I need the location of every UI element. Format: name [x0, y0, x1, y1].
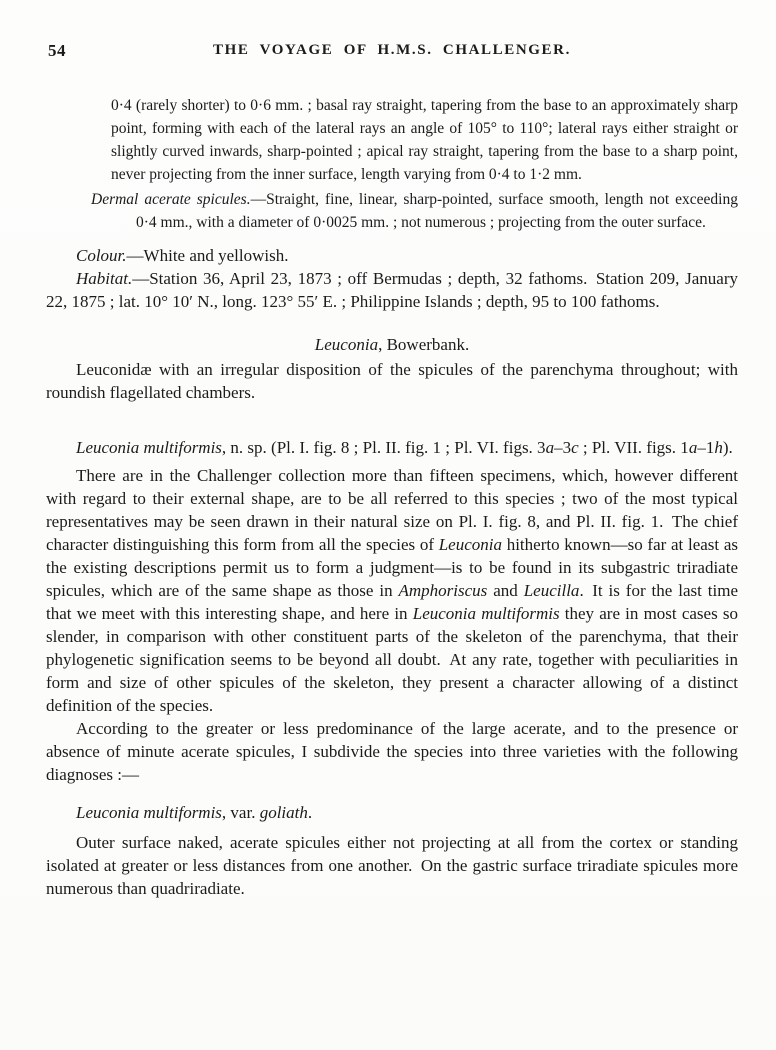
variety-heading: Leuconia multiformis, var. goliath.	[76, 803, 313, 822]
details-section	[46, 244, 738, 313]
genus-description: Leuconidæ with an irregular disposition of the spicules of the parenchyma throughout; with roundish flagellated chambers.	[46, 360, 738, 402]
species-discussion-paragraph: There are in the Challenger collection more than fifteen specimens, which, however different with regard to their external shape, are to be all referred to this species ; two of the most typical representatives may be seen drawn in their natural size on Pl. I. fig. 8, and Pl. II. fig. 1. The chief character distinguishing this form from all the species of Leuconia hitherto known—so far at least as the existing descriptions permit us to form a judgment—is to be found in its subgastric triradiate spicules, which are of the same shape as those in Amphoriscus and Leucilla. It is for the last time that we meet with this interesting shape, and here in Leuconia multiformis they are in most cases so slender, in comparison with other constituent parts of the skeleton of the parenchyma, that their phylogenetic signification seems to be beyond all doubt. At any rate, together with peculiarities in form and size of other spicules of the skeleton, they present a character allowing of a distinct definition of the species.	[46, 466, 739, 715]
running-title: THE VOYAGE OF H.M.S. CHALLENGER.	[213, 42, 571, 58]
species-section	[46, 436, 738, 786]
genus-heading: Leuconia, Bowerbank.	[314, 335, 470, 354]
spicule-description-blocks	[91, 94, 738, 234]
variety-section	[46, 801, 738, 900]
variety-description: Outer surface naked, acerate spicules either not projecting at all from the cortex or standing isolated at greater or less distances from one another. On the gastric surface triradiate spicules more numerous than quadriradiate.	[46, 833, 738, 898]
species-subdivision-paragraph: According to the greater or less predominance of the large acerate, and to the presence or absence of minute acerate spicules, I subdivide the species into three varieties with the following diagnoses :—	[46, 719, 738, 784]
page-number: 54	[48, 41, 66, 60]
dermal-acerate-paragraph: Dermal acerate spicules.—Straight, fine, linear, sharp-pointed, surface smooth, length not exceeding 0·4 mm., with a diameter of 0·0025 mm. ; not numerous ; projecting from the outer surface.	[91, 191, 738, 231]
species-heading: Leuconia multiformis, n. sp. (Pl. I. fig. 8 ; Pl. II. fig. 1 ; Pl. VI. figs. 3a–3c ; Pl. VII. figs. 1a–1h).	[76, 438, 733, 457]
triradiate-continuation-paragraph: 0·4 (rarely shorter) to 0·6 mm. ; basal ray straight, tapering from the base to an approximately sharp point, forming with each of the lateral rays an angle of 105° to 110°; lateral rays either straight or slightly curved inwards, sharp-pointed ; apical ray straight, tapering from the base to a sharp point, never projecting from the inner surface, length varying from 0·4 to 1·2 mm.	[111, 97, 738, 183]
page-header	[46, 40, 738, 64]
habitat-paragraph: Habitat.—Station 36, April 23, 1873 ; off Bermudas ; depth, 32 fathoms. Station 209, January 22, 1875 ; lat. 10° 10′ N., long. 123° 55′ E. ; Philippine Islands ; depth, 95 to 100 fathoms.	[46, 269, 738, 311]
genus-section	[46, 333, 738, 404]
colour-paragraph: Colour.—White and yellowish.	[76, 246, 289, 265]
